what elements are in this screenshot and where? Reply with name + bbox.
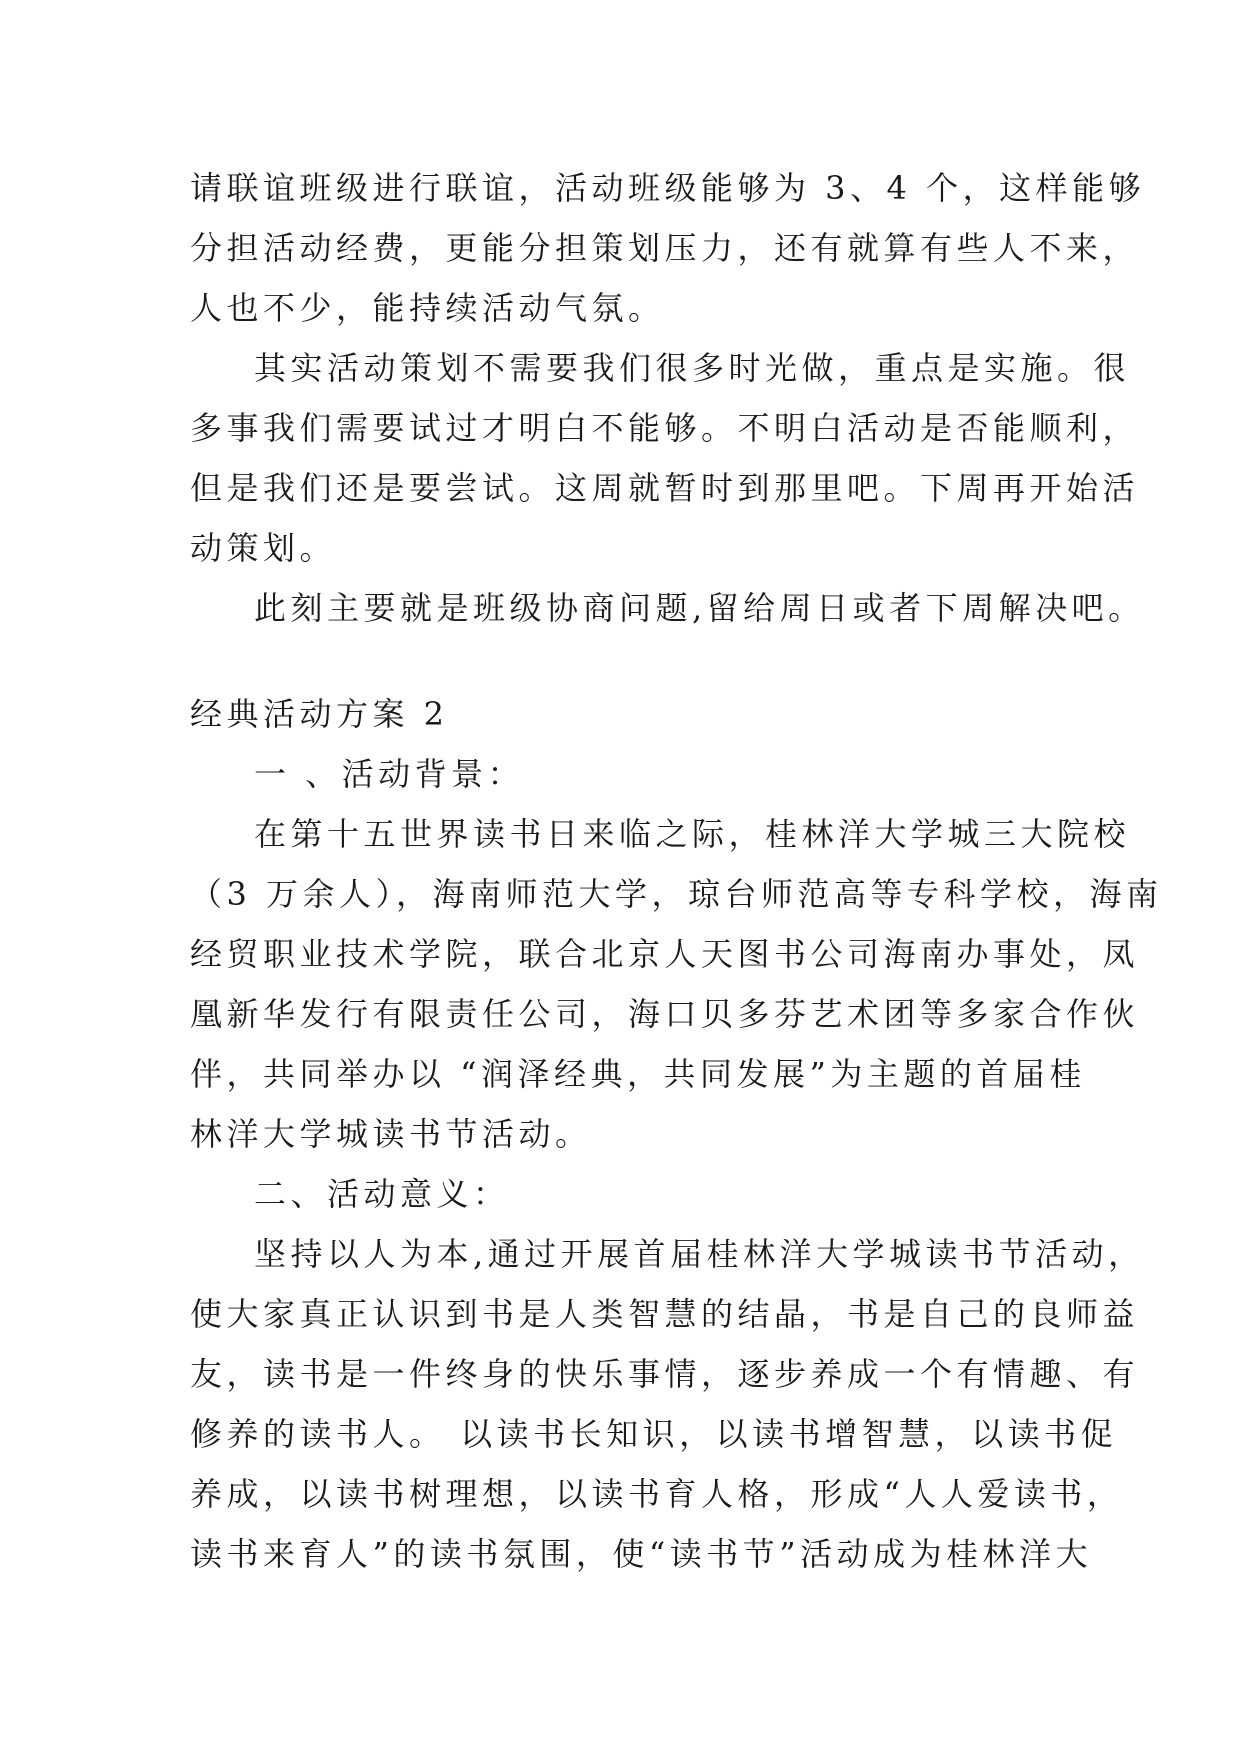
text-line: 此刻主要就是班级协商问题,留给周日或者下周解决吧。 bbox=[254, 589, 1145, 627]
section-title: 经典活动方案 2 bbox=[190, 695, 449, 733]
text-line: （3 万余人），海南师范大学，琼台师范高等专科学校，海南 bbox=[190, 875, 1163, 913]
text-line: 坚持以人为本,通过开展首届桂林洋大学城读书节活动， bbox=[254, 1235, 1145, 1273]
text-line: 多事我们需要试过才明白不能够。不明白活动是否能顺利， bbox=[190, 409, 1140, 447]
text-line: 但是我们还是要尝试。这周就暂时到那里吧。下周再开始活 bbox=[190, 469, 1140, 507]
text-line: 经贸职业技术学院，联合北京人天图书公司海南办事处，凤 bbox=[190, 935, 1140, 973]
text-line: 修养的读书人。 以读书长知识，以读书增智慧，以读书促 bbox=[190, 1415, 1118, 1453]
text-line: 请联谊班级进行联谊，活动班级能够为 3、4 个，这样能够 bbox=[190, 169, 1146, 207]
document-body bbox=[190, 158, 1163, 1584]
text-line: 读书来育人”的读书氛围，使“读书节”活动成为桂林洋大 bbox=[190, 1535, 1093, 1573]
text-line: 养成，以读书树理想，以读书育人格，形成“人人爱读书， bbox=[190, 1475, 1124, 1513]
text-line: 动策划。 bbox=[190, 529, 337, 567]
text-line: 凰新华发行有限责任公司，海口贝多芬艺术团等多家合作伙 bbox=[190, 995, 1140, 1033]
text-line: 林洋大学城读书节活动。 bbox=[190, 1115, 592, 1153]
text-line: 人也不少，能持续活动气氛。 bbox=[190, 289, 665, 327]
text-line: 伴，共同举办以 “润泽经典，共同发展”为主题的首届桂 bbox=[190, 1055, 1086, 1093]
text-line: 在第十五世界读书日来临之际，桂林洋大学城三大院校 bbox=[254, 815, 1131, 853]
text-line: 使大家真正认识到书是人类智慧的结晶，书是自己的良师益 bbox=[190, 1295, 1140, 1333]
text-line: 其实活动策划不需要我们很多时光做，重点是实施。很 bbox=[254, 349, 1131, 387]
text-line: 友，读书是一件终身的快乐事情，逐步养成一个有情趣、有 bbox=[190, 1355, 1140, 1393]
section-heading: 一 、活动背景： bbox=[254, 755, 525, 793]
section-heading: 二、活动意义： bbox=[254, 1175, 510, 1213]
text-line: 分担活动经费，更能分担策划压力，还有就算有些人不来， bbox=[190, 229, 1140, 267]
